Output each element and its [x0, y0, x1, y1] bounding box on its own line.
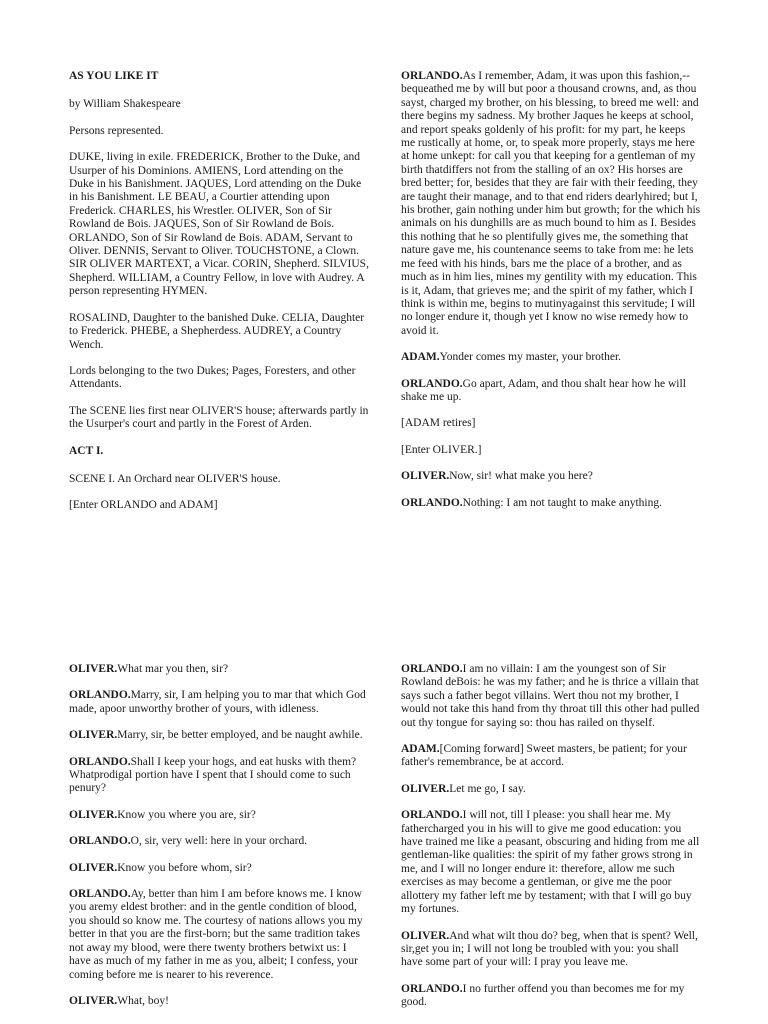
front-matter-column	[69, 70, 369, 526]
speaker-name: ORLANDO.	[401, 982, 463, 995]
speaker-name: ORLANDO.	[69, 888, 131, 901]
dialogue-column-2	[401, 70, 701, 523]
dialogue-line	[401, 743, 701, 770]
stage-direction: [Enter ORLANDO and ADAM]	[69, 499, 218, 512]
dialogue-text: Know you before whom, sir?	[117, 861, 252, 874]
speaker-name: OLIVER.	[401, 470, 450, 483]
dialogue-line	[401, 417, 701, 430]
speaker-name: ADAM.	[401, 743, 440, 756]
speaker-name: ORLANDO.	[69, 755, 131, 768]
speaker-name: ADAM.	[401, 351, 440, 364]
dialogue-text: What mar you then, sir?	[117, 663, 229, 675]
dialogue-text: What, boy!	[117, 994, 169, 1007]
dialogue-text: O, sir, very well: here in your orchard.	[130, 835, 308, 848]
dialogue-text: Marry, sir, I am helping you to mar that which God made, apoor unworthy brother of yours, with idleness.	[69, 689, 366, 715]
dialogue-text: Go apart, Adam, and thou shalt hear how he will shake me up.	[401, 377, 686, 403]
dialogue-text: I am no villain: I am the youngest son of Sir Rowland deBois: he was my father; and he is thrice a villain that says such a father begot villains. Wert thou not my brother, I would not take this hand from thy throat till this other had pulled out thy tongue for saying so: thou has railed on thyself.	[401, 663, 700, 729]
dialogue-text: Marry, sir, be better employed, and be naught awhile.	[117, 729, 363, 742]
dialogue-line	[401, 351, 701, 364]
speaker-name: ORLANDO.	[401, 70, 463, 82]
scene-heading: SCENE I. An Orchard near OLIVER'S house.	[69, 472, 281, 485]
dialogue-line	[69, 995, 369, 1008]
persons-list-women: ROSALIND, Daughter to the banished Duke. CELIA, Daughter to Frederick. PHEBE, a Shepherdess. AUDREY, a Country Wench.	[69, 311, 365, 351]
dialogue-line	[401, 930, 701, 970]
dialogue-line	[69, 729, 369, 742]
dialogue-text: Know you where you are, sir?	[117, 808, 256, 821]
dialogue-text: Yonder comes my master, your brother.	[439, 351, 622, 364]
dialogue-line	[401, 444, 701, 457]
act-heading: ACT I.	[69, 444, 104, 457]
dialogue-text: As I remember, Adam, it was upon this fashion,--bequeathed me by will but poor a thousand crowns, and, as thou sayst, charged my brother, on his blessing, to breed me well: and there begins my sadness. My brother Jaques he keeps at school, and report speaks goldenly of his profit: for my part, he keeps me rustically at home, or, to speak more properly, stays me here at home unkept: for call you that keeping for a gentleman of my birth thatdiffers not from the stalling of an ox? His horses are bred better; for, besides that they are fair with their feeding, they are taught their manage, and to that end riders dearlyhired; but I, his brother, gain nothing under him but growth; for the which his animals on his dunghills are as much bound to him as I. Besides this nothing that he so plentifully gives me, the something that nature gave me, his countenance seems to take from me: he lets me feed with his hinds, bars me the place of a brother, and as much as in him lies, mines my gentility with my education. This is it, Adam, that grieves me; and the spirit of my father, which I think is within me, begins to mutinyagainst this servitude; I will no longer endure it, though yet I know no wise remedy how to avoid it.	[401, 70, 701, 337]
stage-direction: [ADAM retires]	[401, 417, 476, 430]
author-line: by William Shakespeare	[69, 98, 181, 111]
speaker-name: OLIVER.	[69, 663, 118, 675]
dialogue-text: Now, sir! what make you here?	[449, 470, 593, 483]
stage-direction: [Enter OLIVER.]	[401, 443, 482, 456]
speaker-name: ORLANDO.	[69, 689, 131, 702]
dialogue-line	[69, 862, 369, 875]
dialogue-line	[69, 835, 369, 848]
persons-heading: Persons represented.	[69, 124, 164, 137]
dialogue-line	[401, 783, 701, 796]
dialogue-line	[401, 497, 701, 510]
dialogue-text: And what wilt thou do? beg, when that is spent? Well, sir,get you in; I will not long be troubled with you: you shall have some part of your will: I pray you leave me.	[401, 929, 698, 969]
dialogue-line	[401, 378, 701, 405]
speaker-name: OLIVER.	[69, 808, 118, 821]
speaker-name: ORLANDO.	[401, 496, 463, 509]
dialogue-line	[69, 809, 369, 822]
dialogue-line	[401, 809, 701, 916]
dialogue-text: [Coming forward] Sweet masters, be patient; for your father's remembrance, be at accord.	[401, 743, 687, 769]
dialogue-text: Shall I keep your hogs, and eat husks with them? Whatprodigal portion have I spent that I should come to such penury?	[69, 755, 357, 795]
dialogue-text: I no further offend you than becomes me for my good.	[401, 982, 685, 1009]
speaker-name: OLIVER.	[401, 782, 450, 795]
dialogue-text: Let me go, I say.	[449, 782, 526, 795]
dialogue-line	[401, 70, 701, 338]
dialogue-line	[401, 983, 701, 1010]
dialogue-line	[69, 756, 369, 796]
dialogue-text: I will not, till I please: you shall hear me. My fathercharged you in his will to give me good education: you have trained me like a peasant, obscuring and hiding from me all gentleman-like qualities: the spirit of my father grows strong in me, and I will no longer endure it: therefore, allow me such exercises as may become a gentleman, or give me the poor allottery my father left me by testament; with that I will go buy my fortunes.	[401, 809, 700, 916]
speaker-name: ORLANDO.	[401, 809, 463, 822]
persons-list-men: DUKE, living in exile. FREDERICK, Brother to the Duke, and Usurper of his Dominions. AMIENS, Lord attending on the Duke in his Banishment. JAQUES, Lord attending on the Duke in his Banishment. LE BEAU, a Courtier attending upon Frederick. CHARLES, his Wrestler. OLIVER, Son of Sir Rowland de Bois. JAQUES, Son of Sir Rowland de Bois. ORLANDO, Son of Sir Rowland de Bois. ADAM, Servant to Oliver. DENNIS, Servant to Oliver. TOUCHSTONE, a Clown. SIR OLIVER MARTEXT, a Vicar. CORIN, Shepherd. SILVIUS, Shepherd. WILLIAM, a Country Fellow, in love with Audrey. A person representing HYMEN.	[69, 151, 369, 298]
dialogue-line	[401, 663, 701, 730]
persons-list-attendants: Lords belonging to the two Dukes; Pages, Foresters, and other Attendants.	[69, 364, 356, 391]
speaker-name: OLIVER.	[69, 994, 118, 1007]
speaker-name: OLIVER.	[401, 929, 450, 942]
speaker-name: ORLANDO.	[401, 377, 463, 390]
dialogue-text: Nothing: I am not taught to make anything.	[462, 496, 662, 509]
dialogue-column-3	[69, 663, 369, 1021]
dialogue-line	[69, 888, 369, 982]
dialogue-line	[401, 470, 701, 483]
play-title: AS YOU LIKE IT	[69, 70, 159, 82]
dialogue-text: Ay, better than him I am before knows me. I know you aremy eldest brother: and in the gentle condition of blood, you should so know me. The courtesy of nations allows you my better in that you are the first-born; but the same tradition takes not away my blood, were there twenty brothers betwixt us: I have as much of my father in me as you, albeit; I confess, your coming before me is nearer to his reverence.	[69, 888, 363, 981]
speaker-name: ORLANDO.	[401, 663, 463, 675]
dialogue-line	[69, 689, 369, 716]
scene-setting: The SCENE lies first near OLIVER'S house; afterwards partly in the Usurper's court and partly in the Forest of Arden.	[69, 404, 369, 431]
dialogue-column-4	[401, 663, 701, 1023]
speaker-name: ORLANDO.	[69, 835, 131, 848]
speaker-name: OLIVER.	[69, 729, 118, 742]
speaker-name: OLIVER.	[69, 861, 118, 874]
dialogue-line	[69, 663, 369, 676]
